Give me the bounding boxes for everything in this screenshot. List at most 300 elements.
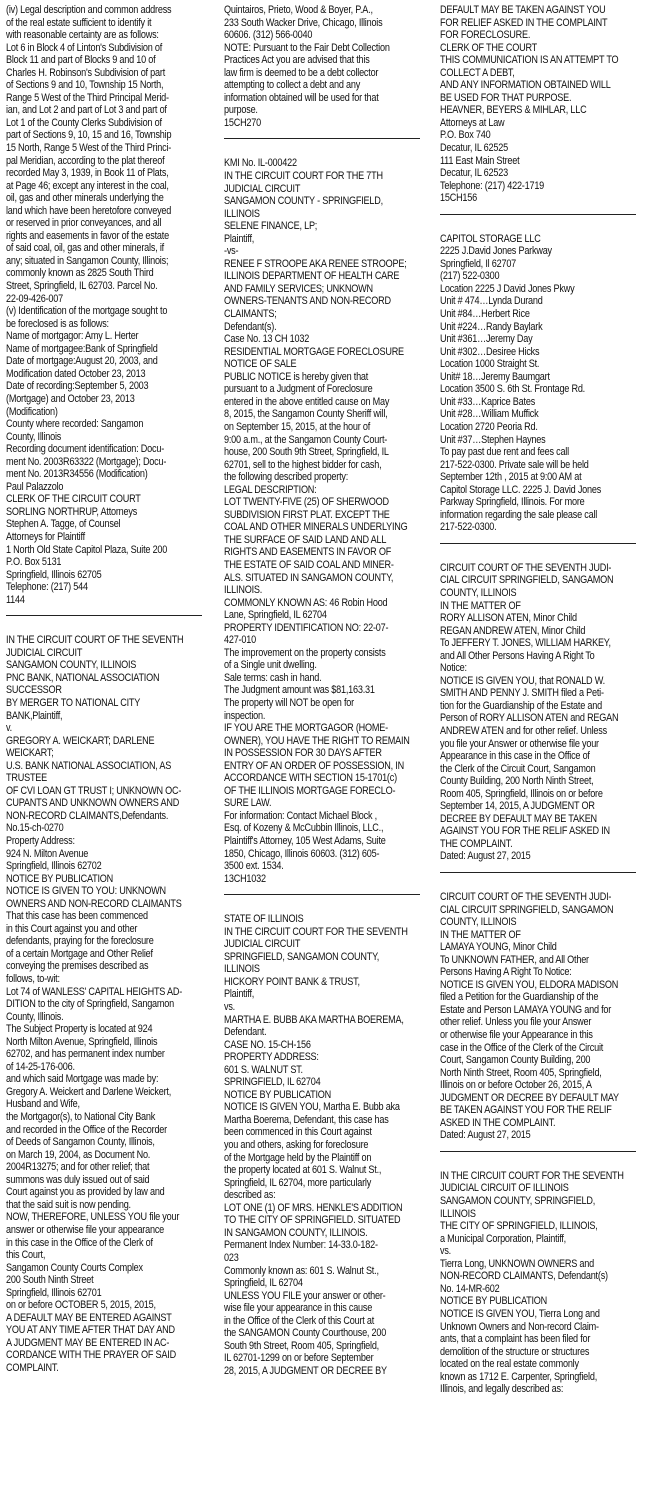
notice-text-line: HEAVNER, BEYERS & MIHLAR, LLC xyxy=(440,104,587,117)
notice-text-line: Block 11 and part of Blocks 9 and 10 of xyxy=(6,54,156,67)
notice-text-line: 233 South Wacker Drive, Chicago, Illinois xyxy=(224,16,383,29)
notice-text-line: Range 5 West of the Third Principal Merid- xyxy=(6,91,169,104)
notice-text-line: COMMONLY KNOWN AS: 46 Robin Hood xyxy=(224,596,388,609)
notice-text-line: oil, gas and other minerals underlying the xyxy=(6,192,164,205)
notice-text-line: NOTICE BY PUBLICATION xyxy=(440,1295,548,1308)
notice-text-line: County, Illinois xyxy=(6,430,62,443)
notice-text-line: Case No. 13 CH 1032 xyxy=(224,333,310,346)
notice-text-line: (iv) Legal description and common address xyxy=(6,4,172,16)
notice-text-line: Sangamon County Courts Complex xyxy=(6,1261,143,1274)
notice-text-line: Plaintiff's Attorney, 105 West Adams, Suite xyxy=(224,835,386,847)
notice-text-line: with reasonable certainty are as follows: xyxy=(6,29,159,42)
notice-divider xyxy=(440,543,636,544)
notice-text-line: DECREE BY DEFAULT MAY BE TAKEN xyxy=(440,812,597,825)
notice-text-line: SPRINGFIELD, IL 62704 xyxy=(224,1076,321,1089)
notice-text-line: Dated: August 27, 2015 xyxy=(440,1129,531,1142)
notice-text-line: Appearance in this case in the Office of xyxy=(440,750,590,763)
notice-text-line: Sale terms: cash in hand. xyxy=(224,671,322,684)
notice-divider xyxy=(224,894,420,895)
notice-text-line: and All Other Persons Having A Right To xyxy=(440,649,595,662)
notice-text-line: NOTICE IS GIVEN YOU, Tierra Long and xyxy=(440,1307,600,1320)
notice-text-line: County, Illinois. xyxy=(6,1010,64,1023)
notice-text-line: Permanent Index Number: 14-33.0-182- xyxy=(224,1239,378,1252)
notice-text-line: IN POSSESSION FOR 30 DAYS AFTER xyxy=(224,747,382,760)
notice-text-line: Unit# 18…Jeremy Baumgart xyxy=(440,370,550,383)
notice-text-line: Location 3500 S. 6th St. Frontage Rd. xyxy=(440,383,586,396)
notice-text-line: (v) Identification of the mortgage sought to xyxy=(6,305,168,318)
notice-text-line: v. xyxy=(6,722,12,735)
notice-text-line: P.O. Box 5131 xyxy=(6,556,62,569)
notice-text-line: SELENE FINANCE, LP; xyxy=(224,220,318,233)
notice-text-line: Modification dated October 23, 2013 xyxy=(6,367,146,380)
notice-text-line: land which have been heretofore conveyed xyxy=(6,204,172,217)
notice-text-line: or otherwise file your Appearance in this xyxy=(440,1029,593,1042)
notice-text-line: 22-09-426-007 xyxy=(6,292,63,305)
notice-text-line: FOR RELIEF ASKED IN THE COMPLAINT xyxy=(440,16,608,29)
notice-text-line: Property Address: xyxy=(6,835,75,847)
notice-text-line: Person of RORY ALLISON ATEN and REGAN xyxy=(440,712,619,725)
notice-text-line: September 14, 2015, A JUDGMENT OR xyxy=(440,800,595,813)
notice-text-line: Plaintiff, xyxy=(224,232,255,245)
notice-text-line: tion for the Guardianship of the Estate and xyxy=(440,699,602,712)
notice-text-line: IN THE CIRCUIT COURT OF THE SEVENTH xyxy=(6,634,184,647)
notice-text-line: 28, 2015, A JUDGMENT OR DECREE BY xyxy=(224,1364,387,1377)
notice-text-line: BANK,Plaintiff, xyxy=(6,709,63,722)
notice-text-line: Springfield, IL 62704 xyxy=(224,1277,303,1290)
notice-text-line: SUBDIVISION FIRST PLAT. EXCEPT THE xyxy=(224,508,390,521)
notice-text-line: NOTICE IS GIVEN YOU, that RONALD W. xyxy=(440,674,605,687)
notice-text-line: NON-RECORD CLAIMANTS,Defendants. xyxy=(6,809,169,822)
notice-text-line: law firm is deemed to be a debt collector xyxy=(224,66,379,79)
notice-text-line: the property located at 601 S. Walnut St., xyxy=(224,1164,382,1177)
notice-divider xyxy=(440,872,636,873)
notice-text-line: Unknown Owners and Non-record Claim- xyxy=(440,1320,599,1333)
notice-text-line: AND FAMILY SERVICES; UNKNOWN xyxy=(224,282,373,295)
notice-text-line: Gregory A. Weickert and Darlene Weickert, xyxy=(6,1085,172,1098)
notice-text-line: TO THE CITY OF SPRINGFIELD. SITUATED xyxy=(224,1214,401,1227)
notice-text-line: DITION to the city of Springfield, Sangamon xyxy=(6,998,174,1011)
notice-text-line: NOTICE IS GIVEN YOU, Martha E. Bubb aka xyxy=(224,1101,400,1114)
notice-text-line: North Milton Avenue, Springfield, Illinois xyxy=(6,1035,158,1048)
notice-text-line: (217) 522-0300 xyxy=(440,270,500,283)
notice-text-line: Street, Springfield, IL 62703. Parcel No. xyxy=(6,280,158,293)
notice-text-line: in this case in the Office of the Clerk of xyxy=(6,1236,153,1249)
notice-text-line: (Mortgage) and October 23, 2013 xyxy=(6,392,135,405)
notice-text-line: JUDICIAL CIRCUIT xyxy=(224,938,301,951)
notice-text-line: THIS COMMUNICATION IS AN ATTEMPT TO xyxy=(440,54,619,67)
notice-text-line: 15CH156 xyxy=(440,192,477,205)
notice-text-line: AND ANY INFORMATION OBTAINED WILL xyxy=(440,79,611,92)
notice-text-line: follows, to-wit: xyxy=(6,973,60,986)
notice-text-line: NOTICE OF SALE xyxy=(224,358,297,371)
notice-text-line: UNLESS YOU FILE your answer or other- xyxy=(224,1289,386,1302)
notice-text-line: 13CH1032 xyxy=(224,872,266,885)
notice-text-line: Paul Palazzolo xyxy=(6,480,64,493)
notice-text-line: 427-010 xyxy=(224,634,256,647)
notice-text-line: wise file your appearance in this cause xyxy=(224,1302,373,1315)
notice-text-line: YOU AT ANY TIME AFTER THAT DAY AND xyxy=(6,1324,175,1337)
notice-text-line: attempting to collect a debt and any xyxy=(224,79,361,92)
notice-text-line: pursuant to a Judgment of Foreclosure xyxy=(224,383,373,396)
notice-text-line: purpose. xyxy=(224,104,258,117)
notice-text-line: ment No. 2013R34556 (Modification) xyxy=(6,468,148,481)
notice-text-line: ILLINOIS DEPARTMENT OF HEALTH CARE xyxy=(224,270,400,283)
notice-text-line: 924 N. Milton Avenue xyxy=(6,847,89,860)
notice-text-line: South 9th Street, Room 405, Springfield, xyxy=(224,1339,379,1352)
notice-text-line: Lot 1 of the County Clerks Subdivision of xyxy=(6,116,162,129)
notice-text-line: Quintairos, Prieto, Wood & Boyer, P.A., xyxy=(224,4,373,16)
notice-text-line: U.S. BANK NATIONAL ASSOCIATION, AS xyxy=(6,759,172,772)
notice-text-line: Date of recording:September 5, 2003 xyxy=(6,380,149,393)
notice-text-line: you file your Answer or otherwise file your xyxy=(440,737,599,750)
notice-text-line: 1 North Old State Capitol Plaza, Suite 200 xyxy=(6,543,168,556)
notice-text-line: Lane, Springfield, IL 62704 xyxy=(224,609,327,622)
notice-text-line: be foreclosed is as follows: xyxy=(6,317,109,330)
notice-text-line: Capitol Storage LLC. 2225 J. David Jones xyxy=(440,483,602,496)
notice-text-line: Location 2720 Peoria Rd. xyxy=(440,420,538,433)
notice-text-line: RORY ALLISON ATEN, Minor Child xyxy=(440,612,577,625)
notice-text-line: ian, and Lot 2 and part of Lot 3 and part of xyxy=(6,104,167,117)
notice-text-line: LOT ONE (1) OF MRS. HENKLE'S ADDITION xyxy=(224,1201,403,1214)
notice-text-line: the SANGAMON County Courthouse, 200 xyxy=(224,1327,387,1340)
legal-notice xyxy=(440,891,644,1142)
notice-text-line: A DEFAULT MAY BE ENTERED AGAINST xyxy=(6,1311,172,1324)
notice-text-line: Lot 6 in Block 4 of Linton's Subdivision of xyxy=(6,41,163,54)
notice-text-line: Decatur, IL 62523 xyxy=(440,167,508,180)
notice-text-line: Springfield, Illinois 62705 xyxy=(6,568,102,581)
notice-text-line: SMITH AND PENNY J. SMITH filed a Peti- xyxy=(440,687,604,700)
notice-text-line: RENEE F STROOPE AKA RENEE STROOPE; xyxy=(224,257,407,270)
notice-text-line: Room 405, Springfield, Illinois on or before xyxy=(440,787,603,800)
notice-text-line: County where recorded: Sangamon xyxy=(6,418,144,431)
notice-text-line: NOTE: Pursuant to the Fair Debt Collection xyxy=(224,41,390,54)
notice-text-line: on March 19, 2004, as Document No. xyxy=(6,1148,151,1161)
notice-text-line: conveying the premises described as xyxy=(6,960,149,973)
notice-text-line: Court, Sangamon County Building, 200 xyxy=(440,1054,591,1067)
notice-text-line: COMPLAINT. xyxy=(6,1361,59,1374)
notice-text-line: COLLECT A DEBT, xyxy=(440,66,515,79)
notice-text-line: Esq. of Kozeny & McCubbin Illinois, LLC., xyxy=(224,822,384,835)
notice-text-line: Name of mortgagee:Bank of Springfield xyxy=(6,342,158,355)
notice-text-line: IF YOU ARE THE MORTGAGOR (HOME- xyxy=(224,722,388,735)
notice-text-line: Stephen A. Tagge, of Counsel xyxy=(6,518,121,531)
notice-text-line: and recorded in the Office of the Recorder xyxy=(6,1123,167,1136)
notice-text-line: a Municipal Corporation, Plaintiff, xyxy=(440,1232,567,1245)
legal-notice xyxy=(440,233,644,534)
notice-text-line: Unit # 474…Lynda Durand xyxy=(440,295,543,308)
notice-text-line: ENTRY OF AN ORDER OF POSSESSION, IN xyxy=(224,759,404,772)
notice-text-line: inspection. xyxy=(224,709,266,722)
notice-text-line: other relief. Unless you file your Answer xyxy=(440,1016,592,1029)
notice-text-line: THE ESTATE OF SAID COAL AND MINER- xyxy=(224,558,394,571)
notice-text-line: To JEFFERY T. JONES, WILLIAM HARKEY, xyxy=(440,637,611,650)
notice-text-line: 200 South Ninth Street xyxy=(6,1274,94,1287)
notice-text-line: OWNER), YOU HAVE THE RIGHT TO REMAIN xyxy=(224,734,410,747)
column-3 xyxy=(440,4,644,1396)
notice-text-line: REGAN ANDREW ATEN, Minor Child xyxy=(440,624,586,637)
notice-text-line: this Court, xyxy=(6,1249,46,1262)
notice-text-line: information obtained will be used for that xyxy=(224,91,379,104)
notice-text-line: THE CITY OF SPRINGFIELD, ILLINOIS, xyxy=(440,1220,598,1233)
notice-text-line: IN THE CIRCUIT COURT FOR THE SEVENTH xyxy=(440,1169,624,1182)
notice-text-line: any; situated in Sangamon County, Illinois; xyxy=(6,254,169,267)
notice-text-line: entered in the above entitled cause on May xyxy=(224,395,390,408)
notice-text-line: 15 North, Range 5 West of the Third Princi- xyxy=(6,142,172,155)
notice-text-line: LEGAL DESCRIPTION: xyxy=(224,483,317,496)
notice-text-line: Unit #361…Jeremy Day xyxy=(440,333,533,346)
notice-text-line: THE COMPLAINT. xyxy=(440,837,513,850)
notice-text-line: CIRCUIT COURT OF THE SEVENTH JUDI- xyxy=(440,891,612,903)
notice-text-line: To UNKNOWN FATHER, and All Other xyxy=(440,953,589,966)
notice-text-line: ALS. SITUATED IN SANGAMON COUNTY, xyxy=(224,571,394,584)
notice-text-line: SURE LAW. xyxy=(224,797,272,810)
notice-text-line: GREGORY A. WEICKART; DARLENE xyxy=(6,734,155,747)
notice-text-line: COAL AND OTHER MINERALS UNDERLYING xyxy=(224,521,408,534)
notice-text-line: SORLING NORTHRUP, Attorneys xyxy=(6,505,138,518)
notice-text-line: 217-522-0300. xyxy=(440,521,497,534)
notice-text-line: CLERK OF THE COURT xyxy=(440,41,538,54)
notice-text-line: PROPERTY IDENTIFICATION NO: 22-07- xyxy=(224,621,389,634)
notice-text-line: the following described property: xyxy=(224,471,349,484)
notice-text-line: Telephone: (217) 544 xyxy=(6,581,88,594)
notice-text-line: Notice: xyxy=(440,662,467,675)
notice-text-line: 62701, sell to the highest bidder for cash, xyxy=(224,458,382,471)
notice-text-line: Attorneys at Law xyxy=(440,116,505,129)
notice-text-line: Husband and Wife, xyxy=(6,1098,80,1111)
notice-divider xyxy=(440,214,636,215)
notice-text-line: The improvement on the property consists xyxy=(224,646,386,659)
notice-text-line: at Page 46; except any interest in the coal, xyxy=(6,179,169,192)
notice-text-line: case in the Office of the Clerk of the Circuit xyxy=(440,1041,604,1054)
notice-text-line: 2004R13275; and for other relief; that xyxy=(6,1161,150,1174)
notice-text-line: JUDICIAL CIRCUIT xyxy=(224,182,301,195)
legal-notice xyxy=(224,4,428,129)
notice-text-line: Estate and Person LAMAYA YOUNG and for xyxy=(440,1003,612,1016)
notice-text-line: vs. xyxy=(224,1001,236,1014)
notice-text-line: located on the real estate commonly xyxy=(440,1358,579,1371)
notice-text-line: 2225 J.David Jones Parkway xyxy=(440,245,552,258)
notice-text-line: 601 S. WALNUT ST. xyxy=(224,1063,303,1076)
notice-text-line: 15CH270 xyxy=(224,116,261,129)
notice-text-line: in this Court against you and other xyxy=(6,922,138,935)
notice-text-line: been commenced in this Court against xyxy=(224,1126,372,1139)
notice-text-line: IN THE MATTER OF xyxy=(440,599,521,612)
legal-notice xyxy=(440,1170,644,1396)
notice-text-line: Tierra Long, UNKNOWN OWNERS and xyxy=(440,1257,594,1270)
notice-text-line: COUNTY, ILLINOIS xyxy=(440,586,517,599)
notice-text-line: PNC BANK, NATIONAL ASSOCIATION xyxy=(6,671,160,684)
notice-text-line: JUDGMENT OR DECREE BY DEFAULT MAY xyxy=(440,1091,619,1104)
notice-text-line: filed a Petition for the Guardianship of the xyxy=(440,991,599,1004)
legal-notice xyxy=(224,157,428,885)
notice-text-line: CASE NO. 15-CH-156 xyxy=(224,1038,311,1051)
notice-text-line: THE SURFACE OF SAID LAND AND ALL xyxy=(224,533,387,546)
notice-text-line: That this case has been commenced xyxy=(6,910,148,923)
notice-text-line: North Ninth Street, Room 405, Springfield, xyxy=(440,1066,602,1079)
notice-text-line: Unit #37…Stephen Haynes xyxy=(440,433,546,446)
notice-text-line: No. 14-MR-602 xyxy=(440,1282,500,1295)
notice-text-line: BE TAKEN AGAINST YOU FOR THE RELIF xyxy=(440,1104,612,1117)
notice-text-line: IN THE CIRCUIT COURT FOR THE 7TH xyxy=(224,170,383,183)
notice-text-line: CORDANCE WITH THE PRAYER OF SAID xyxy=(6,1349,176,1362)
notice-text-line: The Subject Property is located at 924 xyxy=(6,1023,153,1036)
notice-text-line: SUCCESSOR xyxy=(6,684,62,697)
notice-text-line: Telephone: (217) 422-1719 xyxy=(440,179,545,192)
notice-text-line: described as: xyxy=(224,1189,276,1202)
notice-divider xyxy=(440,1151,636,1152)
notice-text-line: ANDREW ATEN and for other relief. Unless xyxy=(440,724,607,737)
notice-text-line: Springfield, Illinois 62701 xyxy=(6,1286,102,1299)
notice-text-line: Unit #224…Randy Baylark xyxy=(440,320,543,333)
notice-text-line: NOTICE BY PUBLICATION xyxy=(224,1088,332,1101)
notice-text-line: ILLINOIS xyxy=(224,207,260,220)
notice-text-line: The property will NOT be open for xyxy=(224,696,354,709)
notice-text-line: 60606. (312) 566-0040 xyxy=(224,29,313,42)
legal-notice xyxy=(6,4,210,606)
notice-text-line: -vs- xyxy=(224,245,239,258)
notice-text-line: CIAL CIRCUIT SPRINGFIELD, SANGAMON xyxy=(440,574,614,587)
legal-notice xyxy=(440,562,644,863)
notice-text-line: No.15-ch-0270 xyxy=(6,822,64,835)
notice-text-line: known as 1712 E. Carpenter, Springfield, xyxy=(440,1370,598,1383)
notice-text-line: Persons Having A Right To Notice: xyxy=(440,966,572,979)
notice-text-line: DEFAULT MAY BE TAKEN AGAINST YOU xyxy=(440,4,606,16)
notice-text-line: 1850, Chicago, Illinois 60603. (312) 605- xyxy=(224,847,380,860)
notice-text-line: demolition of the structure or structures xyxy=(440,1345,590,1358)
notice-text-line: 1144 xyxy=(6,593,25,606)
notice-text-line: Plaintiff, xyxy=(224,988,255,1001)
notice-text-line: P.O. Box 740 xyxy=(440,129,491,142)
notice-text-line: CIAL CIRCUIT SPRINGFIELD, SANGAMON xyxy=(440,903,614,916)
notice-text-line: NOTICE IS GIVEN TO YOU: UNKNOWN xyxy=(6,885,166,898)
notice-text-line: 111 East Main Street xyxy=(440,154,520,167)
notice-text-line: IN SANGAMON COUNTY, ILLINOIS. xyxy=(224,1226,368,1239)
notice-text-line: OF CVI LOAN GT TRUST I; UNKNOWN OC- xyxy=(6,784,182,797)
notice-text-line: OWNERS AND NON-RECORD CLAIMANTS xyxy=(6,897,182,910)
notice-text-line: 8, 2015, the Sangamon County Sheriff will, xyxy=(224,408,388,421)
notice-text-line: you and others, asking for foreclosure xyxy=(224,1139,369,1152)
notice-text-line: Springfield, IL 62704, more particularly xyxy=(224,1176,372,1189)
notice-text-line: COUNTY, ILLINOIS xyxy=(440,916,517,929)
notice-text-line: County Building, 200 North Ninth Street, xyxy=(440,775,594,788)
notice-text-line: vs. xyxy=(440,1245,452,1258)
notice-text-line: IN THE CIRCUIT COURT FOR THE SEVENTH xyxy=(224,925,408,938)
notice-text-line: September 12th , 2015 at 9:00 AM at xyxy=(440,471,582,484)
notice-text-line: ants, that a complaint has been filed for xyxy=(440,1333,591,1346)
notice-text-line: ment No. 2003R63322 (Mortgage); Docu- xyxy=(6,455,167,468)
notice-text-line: summons was duly issued out of said xyxy=(6,1173,150,1186)
notice-text-line: NOW, THEREFORE, UNLESS YOU file your xyxy=(6,1211,180,1224)
notice-divider xyxy=(224,138,420,139)
notice-text-line: OF THE ILLINOIS MORTGAGE FORECLO- xyxy=(224,784,396,797)
notice-text-line: Dated: August 27, 2015 xyxy=(440,850,531,863)
notice-text-line: Unit #302…Desiree Hicks xyxy=(440,345,540,358)
notice-text-line: To pay past due rent and fees call xyxy=(440,446,569,459)
notice-text-line: answer or otherwise file your appearance xyxy=(6,1223,165,1236)
notice-text-line: of said coal, oil, gas and other minerals, if xyxy=(6,242,164,255)
notice-text-line: or reserved in prior conveyances, and all xyxy=(6,217,162,230)
notice-text-line: Name of mortgagor: Amy L. Herter xyxy=(6,330,139,343)
column-2 xyxy=(224,4,428,1377)
notice-text-line: Commonly known as: 601 S. Walnut St., xyxy=(224,1264,379,1277)
notice-text-line: RIGHTS AND EASEMENTS IN FAVOR OF xyxy=(224,546,392,559)
notice-text-line: PUBLIC NOTICE is hereby given that xyxy=(224,370,369,383)
notice-text-line: CIRCUIT COURT OF THE SEVENTH JUDI- xyxy=(440,561,612,574)
notice-text-line: CUPANTS AND UNKNOWN OWNERS AND xyxy=(6,797,180,810)
notice-text-line: Martha Boerema, Defendant, this case has xyxy=(224,1113,389,1126)
notice-text-line: MARTHA E. BUBB AKA MARTHA BOEREMA, xyxy=(224,1013,404,1026)
notice-text-line: and which said Mortgage was made by: xyxy=(6,1073,159,1086)
notice-text-line: Parkway Springfield, Illinois. For more xyxy=(440,496,585,509)
notice-text-line: Unit #84…Herbert Rice xyxy=(440,308,530,321)
notice-text-line: LOT TWENTY-FIVE (25) OF SHERWOOD xyxy=(224,496,389,509)
notice-text-line: IL 62701-1299 on or before September xyxy=(224,1352,374,1365)
notice-text-line: ILLINOIS xyxy=(440,1207,476,1220)
notice-text-line: of Deeds of Sangamon County, Illinois, xyxy=(6,1136,155,1149)
notice-text-line: NOTICE BY PUBLICATION xyxy=(6,872,114,885)
notice-text-line: Decatur, IL 62525 xyxy=(440,142,508,155)
notice-text-line: ACCORDANCE WITH SECTION 15-1701(c) xyxy=(224,772,397,785)
notice-text-line: Unit #28…William Muffick xyxy=(440,408,539,421)
notice-text-line: in the Office of the Clerk of this Court at xyxy=(224,1314,375,1327)
notice-text-line: IN THE MATTER OF xyxy=(440,928,521,941)
notice-text-line: commonly known as 2825 South Third xyxy=(6,267,154,280)
notice-text-line: KMI No. IL-000422 xyxy=(224,157,297,170)
notice-text-line: CLERK OF THE CIRCUIT COURT xyxy=(6,493,141,506)
column-1 xyxy=(6,4,210,1375)
notice-text-line: of the real estate sufficient to identify it xyxy=(6,16,152,29)
notice-text-line: 217-522-0300. Private sale will be held xyxy=(440,458,589,471)
notice-text-line: Charles H. Robinson's Subdivision of part xyxy=(6,66,166,79)
notice-text-line: Unit #33…Kaprice Bates xyxy=(440,395,536,408)
legal-notice xyxy=(224,913,428,1377)
notice-text-line: ILLINOIS xyxy=(224,963,260,976)
notice-text-line: of a certain Mortgage and Other Relief xyxy=(6,947,153,960)
notice-text-line: Date of mortgage:August 20, 2003, and xyxy=(6,355,158,368)
notice-text-line: FOR FORECLOSURE. xyxy=(440,29,531,42)
notice-divider xyxy=(6,615,202,616)
notice-text-line: JUDICIAL CIRCUIT OF ILLINOIS xyxy=(440,1182,569,1195)
notice-text-line: Illinois on or before October 26, 2015, A xyxy=(440,1079,592,1092)
notice-text-line: 023 xyxy=(224,1251,239,1264)
notice-text-line: of Sections 9 and 10, Township 15 North, xyxy=(6,79,164,92)
notice-text-line: the Clerk of the Circuit Court, Sangamon xyxy=(440,762,596,775)
notice-text-line: Springfield, Illinois 62702 xyxy=(6,860,102,873)
notice-text-line: on or before OCTOBER 5, 2015, 2015, xyxy=(6,1299,156,1312)
notice-text-line: Location 1000 Straight St. xyxy=(440,358,540,371)
notice-text-line: Illinois, and legally described as: xyxy=(440,1383,564,1396)
notice-text-line: HICKORY POINT BANK & TRUST, xyxy=(224,975,360,988)
notice-text-line: of 14-25-176-006. xyxy=(6,1060,75,1073)
notice-text-line: WEICKART; xyxy=(6,747,54,760)
notice-text-line: Practices Act you are advised that this xyxy=(224,54,370,67)
notice-text-line: A JUDGMENT MAY BE ENTERED IN AC- xyxy=(6,1336,170,1349)
notice-text-line: Defendant(s). xyxy=(224,320,277,333)
notice-text-line: Court against you as provided by law and xyxy=(6,1186,165,1199)
notice-text-line: Lot 74 of WANLESS' CAPITAL HEIGHTS AD- xyxy=(6,985,183,998)
notice-text-line: Location 2225 J David Jones Pkwy xyxy=(440,282,575,295)
notice-text-line: Springfield, Il 62707 xyxy=(440,257,517,270)
notice-text-line: 9:00 a.m., at the Sangamon County Court- xyxy=(224,433,388,446)
notice-text-line: RESIDENTIAL MORTGAGE FORECLOSURE xyxy=(224,345,404,358)
notice-text-line: AGAINST YOU FOR THE RELIF ASKED IN xyxy=(440,825,610,838)
notice-text-line: ASKED IN THE COMPLAINT. xyxy=(440,1116,556,1129)
notice-text-line: BY MERGER TO NATIONAL CITY xyxy=(6,696,141,709)
notice-text-line: the Mortgagor(s), to National City Bank xyxy=(6,1111,156,1124)
notice-text-line: ILLINOIS. xyxy=(224,584,263,597)
notice-text-line: Defendant. xyxy=(224,1026,267,1039)
notice-text-line: OWNERS-TENANTS AND NON-RECORD xyxy=(224,295,391,308)
